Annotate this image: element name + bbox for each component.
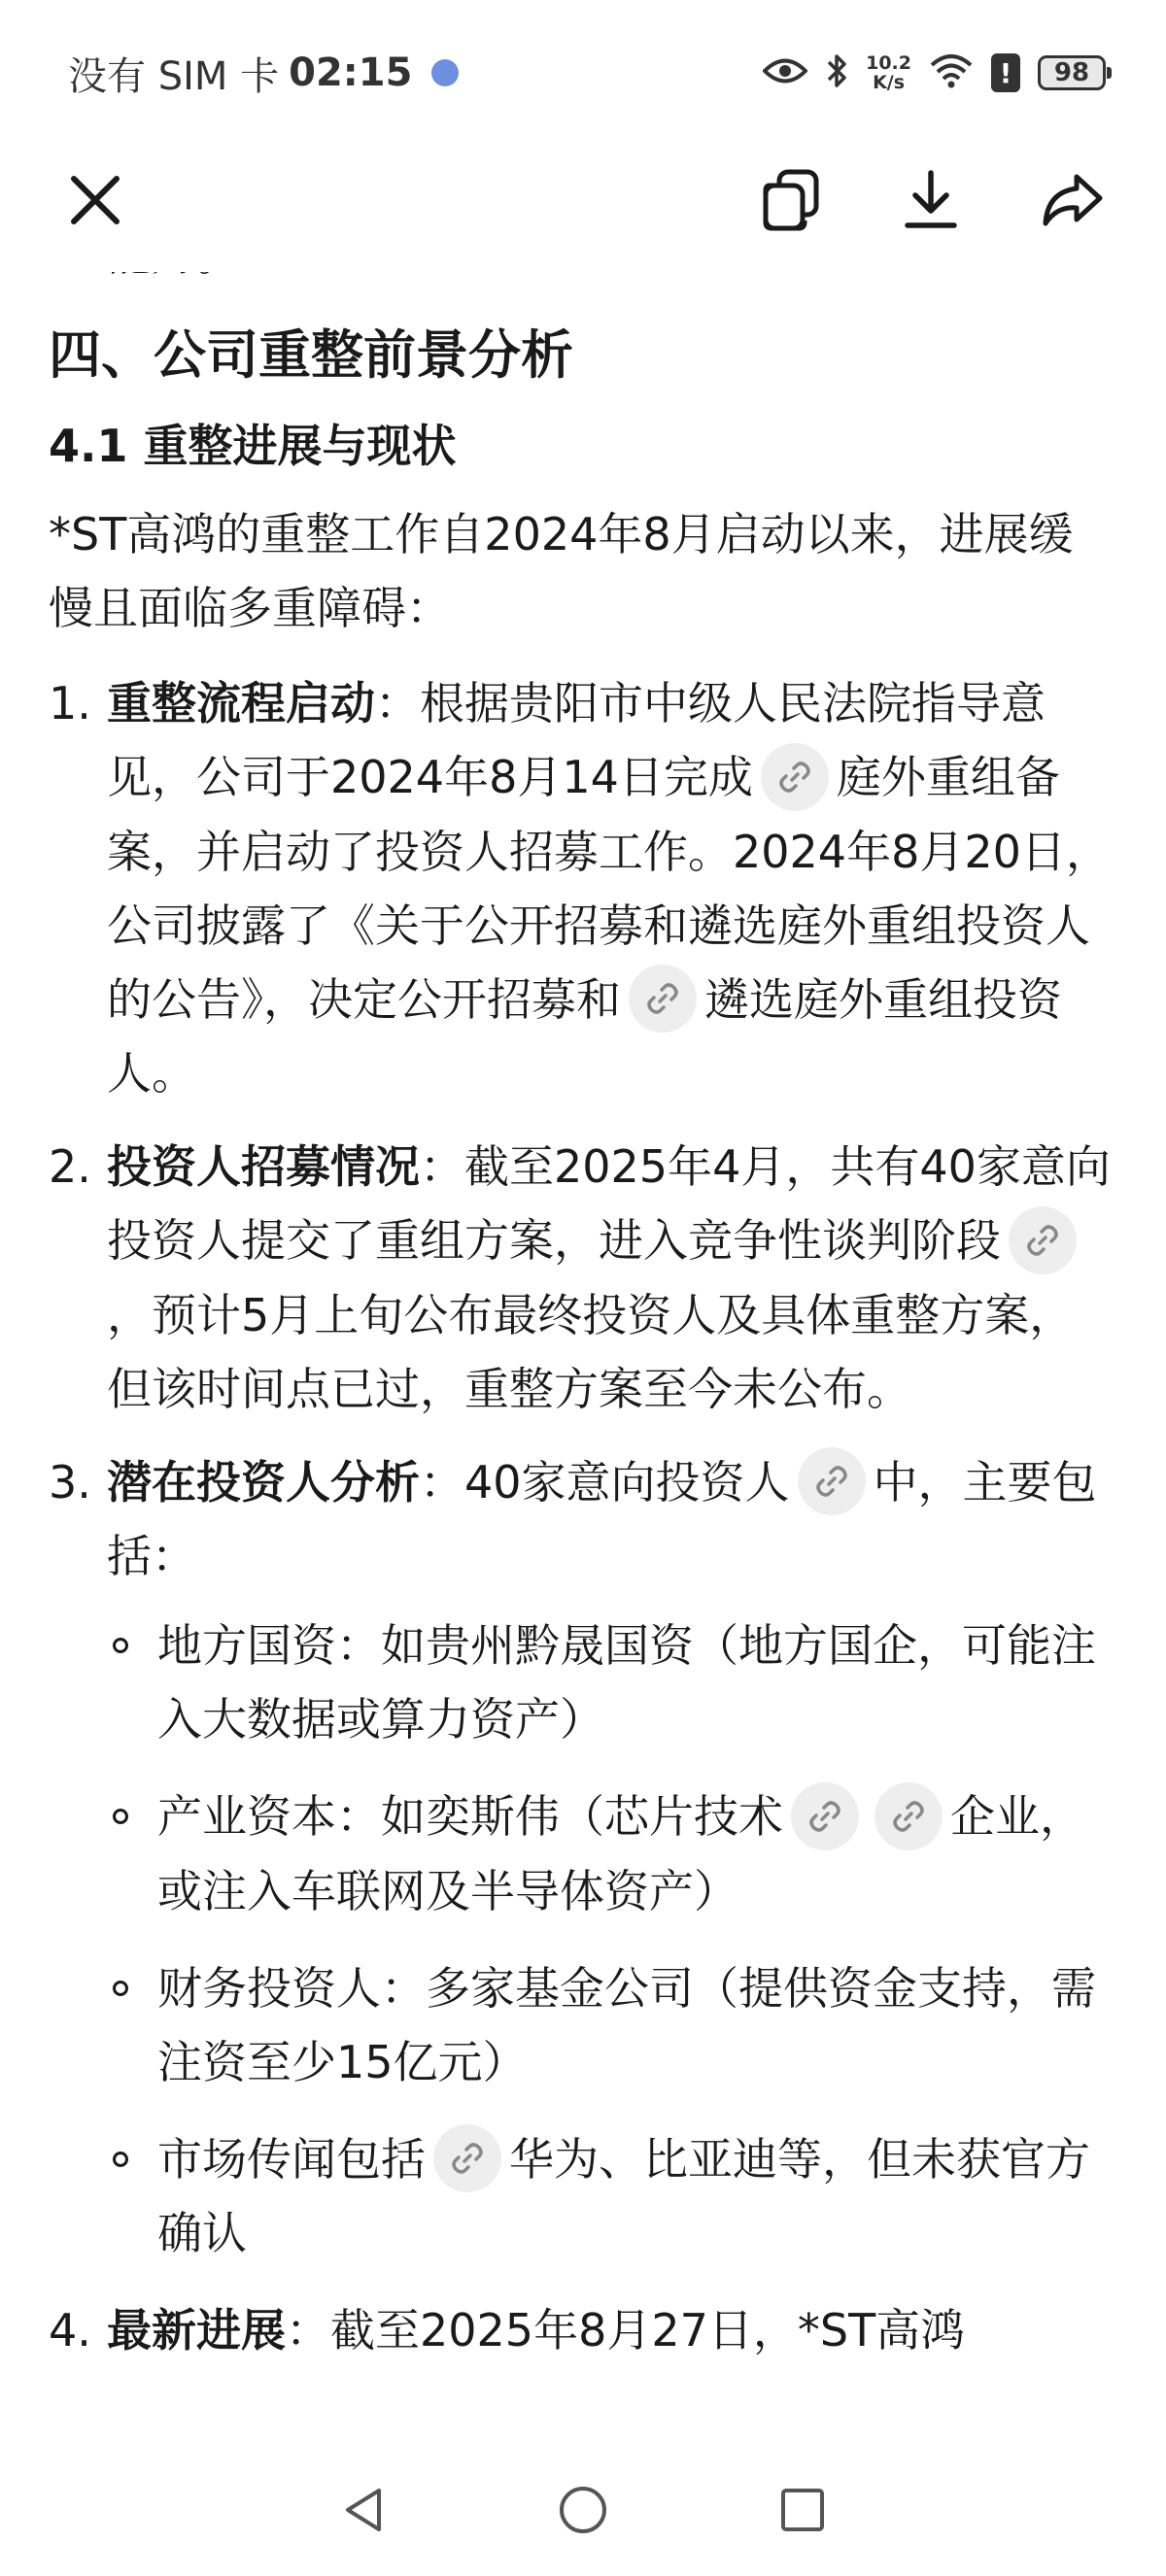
download-button[interactable]: [892, 161, 970, 239]
list-item: [49, 1130, 1117, 1426]
item-text: 根据贵阳市中级人民法院指导意见，公司于2024年8月14日完成: [107, 677, 1046, 803]
bullet-icon: [113, 1638, 128, 1653]
status-right: [763, 51, 1106, 94]
list-item: [49, 666, 1117, 1110]
citation-link-button[interactable]: [1009, 1206, 1077, 1274]
list-number: 4.: [49, 2304, 91, 2356]
sub-list-item: [107, 2122, 1117, 2271]
citation-link-button[interactable]: [791, 1782, 859, 1850]
sub-item-text: 产业资本：如奕斯伟（芯片技术: [157, 1790, 783, 1843]
sub-item-text: 企业，或注入车联网及半导体资产）: [157, 1790, 1084, 1917]
back-icon: [336, 2483, 391, 2537]
article-content: [0, 185, 1166, 2428]
battery-level: 98: [1053, 58, 1090, 87]
speed-value: 10.2: [866, 52, 911, 74]
list-number: 3.: [49, 1455, 91, 1508]
investor-sublist: [107, 1609, 1117, 2270]
share-icon: [1042, 171, 1104, 229]
item-separator: ：: [375, 677, 420, 729]
progress-list: [49, 666, 1117, 2367]
item-text: 遴选庭外重组投资人。: [107, 972, 1062, 1100]
citation-link-button[interactable]: [433, 2124, 501, 2192]
home-button[interactable]: [556, 2483, 610, 2541]
download-icon: [902, 169, 960, 231]
item-separator: ：: [286, 2304, 330, 2356]
clock: 02:15: [289, 51, 413, 95]
battery-indicator: [1038, 55, 1106, 90]
network-speed: [866, 53, 911, 92]
list-item: [49, 2293, 1117, 2367]
bullet-icon: [113, 2152, 128, 2167]
citation-link-button[interactable]: [798, 1447, 866, 1515]
eye-icon: [763, 56, 807, 89]
system-nav-bar: [0, 2448, 1166, 2576]
item-label: 最新进展: [107, 2304, 286, 2356]
alert-icon: !: [991, 53, 1020, 92]
recents-button[interactable]: [775, 2483, 830, 2541]
sub-item-text: 财务投资人：多家基金公司（提供资金支持，需注资至少15亿元）: [157, 1961, 1096, 2088]
sub-list-item: [107, 1609, 1117, 1756]
link-icon: [645, 981, 680, 1016]
back-button[interactable]: [336, 2483, 391, 2541]
sub-list-item: [107, 1779, 1117, 1928]
item-label: 重整流程启动: [107, 677, 375, 729]
citation-link-button[interactable]: [761, 743, 829, 811]
item-separator: ：: [420, 1140, 464, 1193]
section-heading: 四、公司重整前景分析: [49, 324, 573, 386]
item-text: 40家意向投资人: [464, 1455, 790, 1508]
link-icon: [450, 2141, 485, 2176]
sub-item-text: 市场传闻包括: [157, 2132, 426, 2186]
sub-item-text: 华为、比亚迪等，但未获官方确认: [157, 2132, 1090, 2259]
item-separator: ：: [420, 1455, 464, 1508]
status-bar: [0, 0, 1166, 146]
bluetooth-icon: [825, 51, 848, 94]
carrier-text: 没有 SIM 卡: [68, 53, 280, 99]
item-text: ，预计5月上旬公布最终投资人及具体重整方案，但该时间点已过，重整方案至今未公布。: [107, 1288, 1075, 1415]
citation-link-button[interactable]: [874, 1782, 943, 1850]
link-icon: [777, 760, 812, 795]
status-left: [68, 46, 459, 101]
bullet-icon: [113, 1981, 128, 1996]
share-button[interactable]: [1034, 161, 1112, 239]
subsection-heading: 4.1 重整进展与现状: [49, 420, 457, 472]
wifi-icon: [929, 53, 974, 92]
close-button[interactable]: [56, 161, 134, 239]
intro-paragraph: *ST高鸿的重整工作自2024年8月启动以来，进展缓慢且面临多重障碍：: [49, 508, 1074, 634]
copy-button[interactable]: [754, 161, 832, 239]
speed-unit: K/s: [873, 72, 906, 93]
link-icon: [1025, 1223, 1060, 1258]
item-text: 中，主要包括：: [107, 1455, 1097, 1582]
close-icon: [66, 171, 124, 229]
sub-item-text: 地方国资：如贵州黔晟国资（地方国企，可能注入大数据或算力资产）: [157, 1619, 1096, 1746]
link-icon: [814, 1464, 849, 1499]
copy-icon: [762, 168, 824, 232]
home-icon: [556, 2483, 610, 2537]
list-item: [49, 1445, 1117, 2271]
item-text: 庭外重组备案，并启动了投资人招募工作。2024年8月20日，公司披露了《关于公开招募和遴选庭外重组投资人的公告》，决定公开招募和: [107, 751, 1111, 1026]
app-notification-icon: [431, 59, 459, 86]
link-icon: [891, 1799, 926, 1834]
citation-link-button[interactable]: [629, 965, 697, 1033]
sub-list-item: [107, 1951, 1117, 2099]
recents-icon: [775, 2483, 830, 2537]
item-text: 截至2025年4月，共有40家意向投资人提交了重组方案，进入竞争性谈判阶段: [107, 1140, 1111, 1267]
item-label: 潜在投资人分析: [107, 1455, 420, 1508]
link-icon: [807, 1799, 842, 1834]
list-number: 2.: [49, 1140, 91, 1193]
list-number: 1.: [49, 677, 91, 729]
item-text: 截至2025年8月27日，*ST高鸿: [330, 2304, 966, 2356]
bullet-icon: [113, 1809, 128, 1824]
item-label: 投资人招募情况: [107, 1140, 420, 1193]
top-toolbar: [0, 146, 1166, 272]
